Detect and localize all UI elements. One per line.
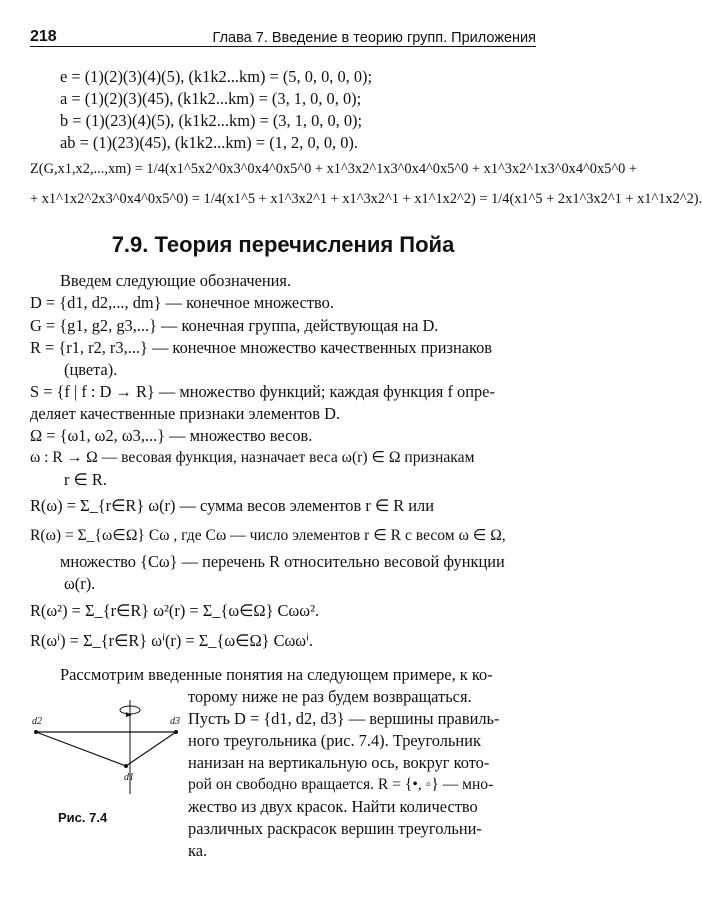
formula-line: e = (1)(2)(3)(4)(5), (k1k2...km) = (5, 0, 0, 0, 0); [60,67,373,86]
body-line: различных раскрасок вершин треугольни- [188,819,482,839]
body-line: R(ω²) = Σ_{r∈R} ω²(r) = Σ_{ω∈Ω} Cωω². [30,600,320,620]
section-title: 7.9. Теория перечисления Пойа [111,232,455,258]
triangle [36,732,176,766]
body-line: деляет качественные признаки элементов D. [30,403,341,423]
rotation-arrowhead-icon [126,712,132,717]
body-line: жество из двух красок. Найти количество [188,797,478,817]
running-head: Глава 7. Введение в теорию групп. Приложения [212,30,536,46]
body-line: R(ωⁱ) = Σ_{r∈R} ωⁱ(r) = Σ_{ω∈Ω} Cωωⁱ. [30,630,314,650]
body-line: G = {g1, g2, g3,...} — конечная группа, действующая на D. [30,315,439,335]
body-line: Ω = {ω1, ω2, ω3,...} — множество весов. [30,426,313,446]
wrap-text [188,686,536,863]
triangle-rotation-diagram [30,698,180,808]
body-line: множество {Cω} — перечень R относительно весовой функции [60,552,505,572]
vertex-d1 [124,764,128,768]
body-line: ного треугольника (рис. 7.4). Треугольник [188,730,481,750]
figure-7-4 [30,698,180,838]
body-line: нанизан на вертикальную ось, вокруг кото- [188,752,490,772]
vertex-d3 [174,730,178,734]
formula-line: a = (1)(2)(3)(45), (k1k2...km) = (3, 1, 0, 0, 0); [60,89,362,109]
body-line: Пусть D = {d1, d2, d3} — вершины правиль- [188,708,500,728]
page-content [30,66,702,862]
body-line: r ∈ R. [64,470,107,490]
body-line: рой он свободно вращается. R = {•, ◦} — мно- [188,775,494,793]
vertex-label-d3: d3 [170,715,180,727]
formula-line: Z(G,x1,x2,...,xm) = 1/4(x1^5x2^0x3^0x4^0x5^0 + x1^3x2^1x3^0x4^0x5^0 + x1^3x2^1x3^0x4^0x5^0 + [30,161,638,178]
vertex-d2 [34,730,38,734]
page-number: 218 [30,28,57,45]
figure-caption: Рис. 7.4 [58,809,108,825]
example-block [30,664,536,863]
vertex-label-d2: d2 [32,715,42,727]
body-line: ка. [188,841,208,861]
body-line: Рассмотрим введенные понятия на следующем примере, к ко- [60,664,493,684]
body-line: S = {f | f : D → R} — множество функций; каждая функция f опре- [30,381,495,401]
body-line: R = {r1, r2, r3,...} — конечное множество качественных признаков [30,337,493,357]
body-line: ω(r). [64,574,96,594]
vertex-label-d1: d1 [124,771,134,783]
body-line: D = {d1, d2,..., dm} — конечное множество. [30,293,334,313]
body-line: R(ω) = Σ_{ω∈Ω} Cω , где Cω — число элементов r ∈ R с весом ω ∈ Ω, [30,527,506,545]
body-line: R(ω) = Σ_{r∈R} ω(r) — сумма весов элементов r ∈ R или [30,496,435,516]
body-line: торому ниже не раз будем возвращаться. [188,686,472,706]
formula-line: ab = (1)(23)(45), (k1k2...km) = (1, 2, 0, 0, 0). [60,133,358,153]
body-line: Введем следующие обозначения. [60,271,292,291]
formula-line: b = (1)(23)(4)(5), (k1k2...km) = (3, 1, 0, 0, 0); [60,111,363,131]
page-header [30,24,536,47]
formula-line: + x1^1x2^2x3^0x4^0x5^0) = 1/4(x1^5 + x1^3x2^1 + x1^3x2^1 + x1^1x2^2) = 1/4(x1^5 + 2x1^3x2^1 + x1^1x2^2). [30,191,702,208]
body-line: (цвета). [64,359,118,379]
body-line: ω : R → Ω — весовая функция, назначает веса ω(r) ∈ Ω признакам [30,449,475,467]
